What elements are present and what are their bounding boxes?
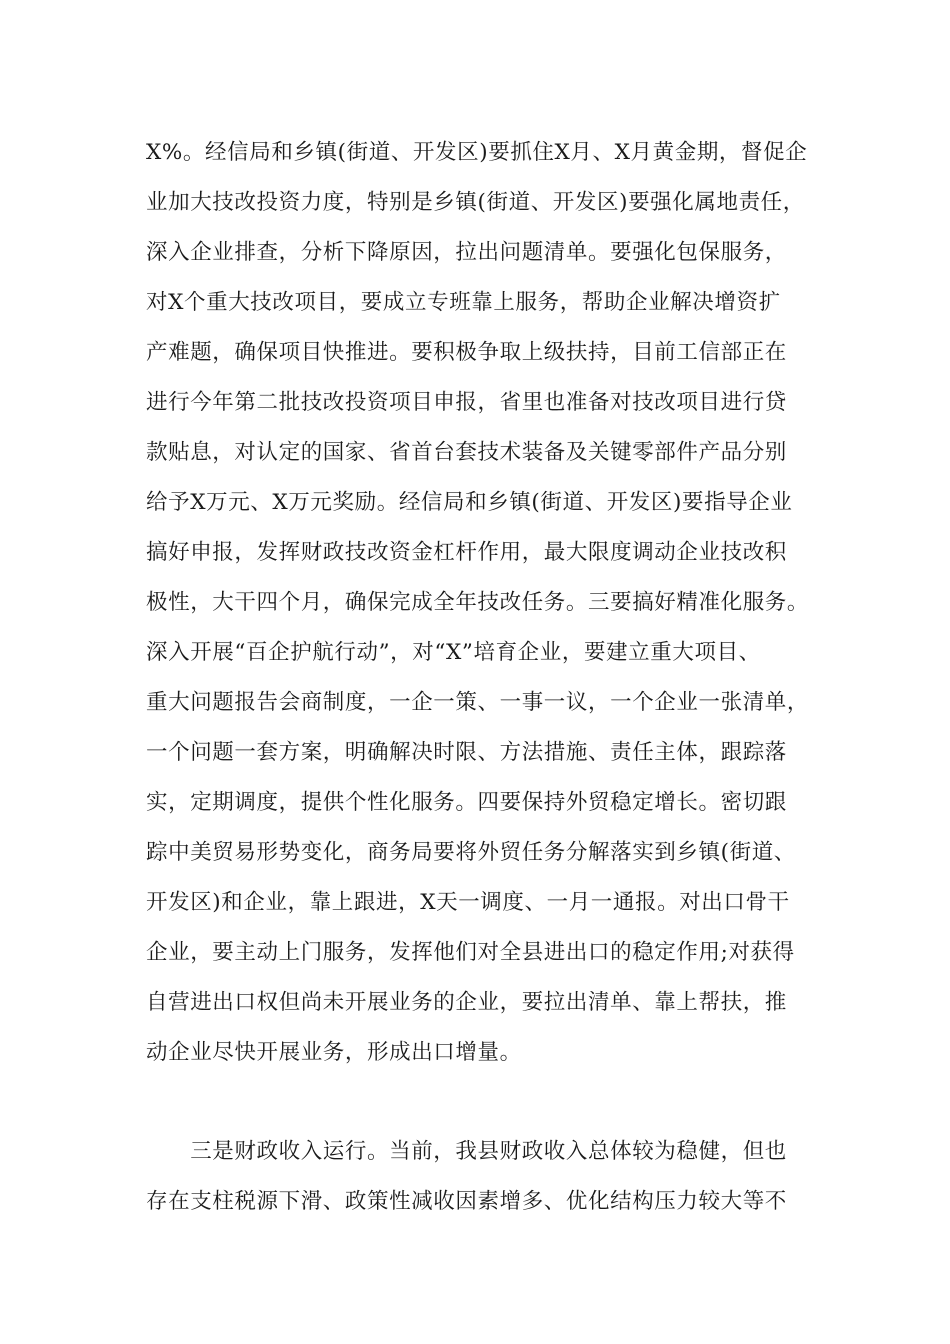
- text-line: 业加大技改投资力度，特别是乡镇(街道、开发区)要强化属地责任，: [146, 190, 805, 215]
- text-line: X%。经信局和乡镇(街道、开发区)要抓住X月、X月黄金期，督促企: [146, 140, 808, 165]
- text-line: 踪中美贸易形势变化，商务局要将外贸任务分解落实到乡镇(街道、: [146, 840, 796, 865]
- text-line: 给予X万元、X万元奖励。经信局和乡镇(街道、开发区)要指导企业: [146, 490, 793, 515]
- text-line: 一个问题一套方案，明确解决时限、方法措施、责任主体，跟踪落: [146, 740, 787, 765]
- paragraph: [146, 1127, 816, 1227]
- text-line: 重大问题报告会商制度，一企一策、一事一议，一个企业一张清单，: [146, 690, 810, 715]
- paragraph: [146, 128, 816, 1078]
- text-line: 产难题，确保项目快推进。要积极争取上级扶持，目前工信部正在: [146, 340, 787, 365]
- text-line: 进行今年第二批技改投资项目申报，省里也准备对技改项目进行贷: [146, 390, 787, 415]
- text-line: 深入企业排查，分析下降原因，拉出问题清单。要强化包保服务，: [146, 240, 787, 265]
- text-line: 三是财政收入运行。当前，我县财政收入总体较为稳健，但也: [146, 1139, 787, 1164]
- text-line: 极性，大干四个月，确保完成全年技改任务。三要搞好精准化服务。: [146, 590, 810, 615]
- text-line: 实，定期调度，提供个性化服务。四要保持外贸稳定增长。密切跟: [146, 790, 787, 815]
- text-line: 企业，要主动上门服务，发挥他们对全县进出口的稳定作用;对获得: [146, 940, 795, 965]
- text-line: 深入开展“百企护航行动”，对“X”培育企业，要建立重大项目、: [146, 640, 761, 665]
- text-line: 款贴息，对认定的国家、省首台套技术装备及关键零部件产品分别: [146, 440, 787, 465]
- text-line: 搞好申报，发挥财政技改资金杠杆作用，最大限度调动企业技改积: [146, 540, 787, 565]
- text-line: 存在支柱税源下滑、政策性减收因素增多、优化结构压力较大等不: [146, 1189, 787, 1214]
- text-line: 自营进出口权但尚未开展业务的企业，要拉出清单、靠上帮扶，推: [146, 990, 787, 1015]
- text-line: 动企业尽快开展业务，形成出口增量。: [146, 1040, 522, 1065]
- text-line: 开发区)和企业，靠上跟进，X天一调度、一月一通报。对出口骨干: [146, 890, 790, 915]
- text-line: 对X个重大技改项目，要成立专班靠上服务，帮助企业解决增资扩: [146, 290, 781, 315]
